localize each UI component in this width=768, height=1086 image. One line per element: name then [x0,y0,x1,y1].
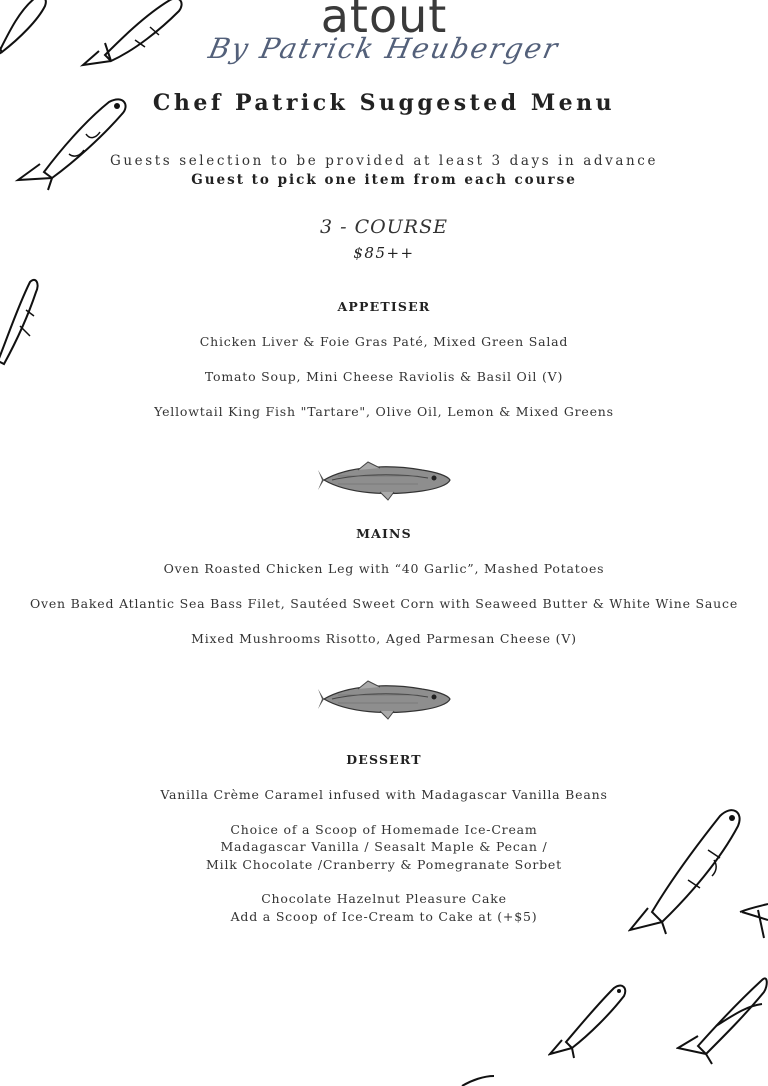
price: $85++ [353,244,415,262]
dessert-item: Choice of a Scoop of Homemade Ice-Cream [230,822,538,837]
dessert-item: Chocolate Hazelnut Pleasure Cake [261,891,507,906]
fish-doodle-icon [460,1074,496,1086]
dessert-heading: DESSERT [346,752,422,767]
dessert-item: Vanilla Crème Caramel infused with Madagascar Vanilla Beans [160,787,608,802]
appetiser-item: Yellowtail King Fish "Tartare", Olive Oil, Lemon & Mixed Greens [154,404,614,419]
dessert-item: Milk Chocolate /Cranberry & Pomegranate Sorbet [206,857,562,872]
fish-doodle-icon [676,966,768,1066]
dessert-item: Add a Scoop of Ice-Cream to Cake at (+$5) [230,909,538,924]
advance-notice: Guests selection to be provided at least 3 days in advance [109,153,659,169]
fish-doodle-icon [548,980,628,1060]
mains-item: Mixed Mushrooms Risotto, Aged Parmesan Cheese (V) [191,631,577,646]
mains-item: Oven Baked Atlantic Sea Bass Filet, Sautéed Sweet Corn with Seaweed Butter & White Wine Sauce [29,596,739,611]
dessert-item: Madagascar Vanilla / Seasalt Maple & Pecan / [220,839,548,854]
mains-heading: MAINS [356,526,412,541]
appetiser-heading: APPETISER [337,299,431,314]
menu-title: Chef Patrick Suggested Menu [152,90,616,116]
engraved-fish-icon [318,677,452,721]
chef-signature: By Patrick Heuberger [205,32,563,65]
appetiser-item: Tomato Soup, Mini Cheese Raviolis & Basil Oil (V) [204,369,564,384]
engraved-fish-icon [318,458,452,502]
fish-doodle-icon [0,276,40,366]
course-label: 3 - COURSE [320,216,448,238]
appetiser-item: Chicken Liver & Foie Gras Paté, Mixed Green Salad [199,334,569,349]
mains-item: Oven Roasted Chicken Leg with “40 Garlic”, Mashed Potatoes [163,561,605,576]
brand-logo: atout [320,0,448,43]
selection-instruction: Guest to pick one item from each course [191,172,577,188]
